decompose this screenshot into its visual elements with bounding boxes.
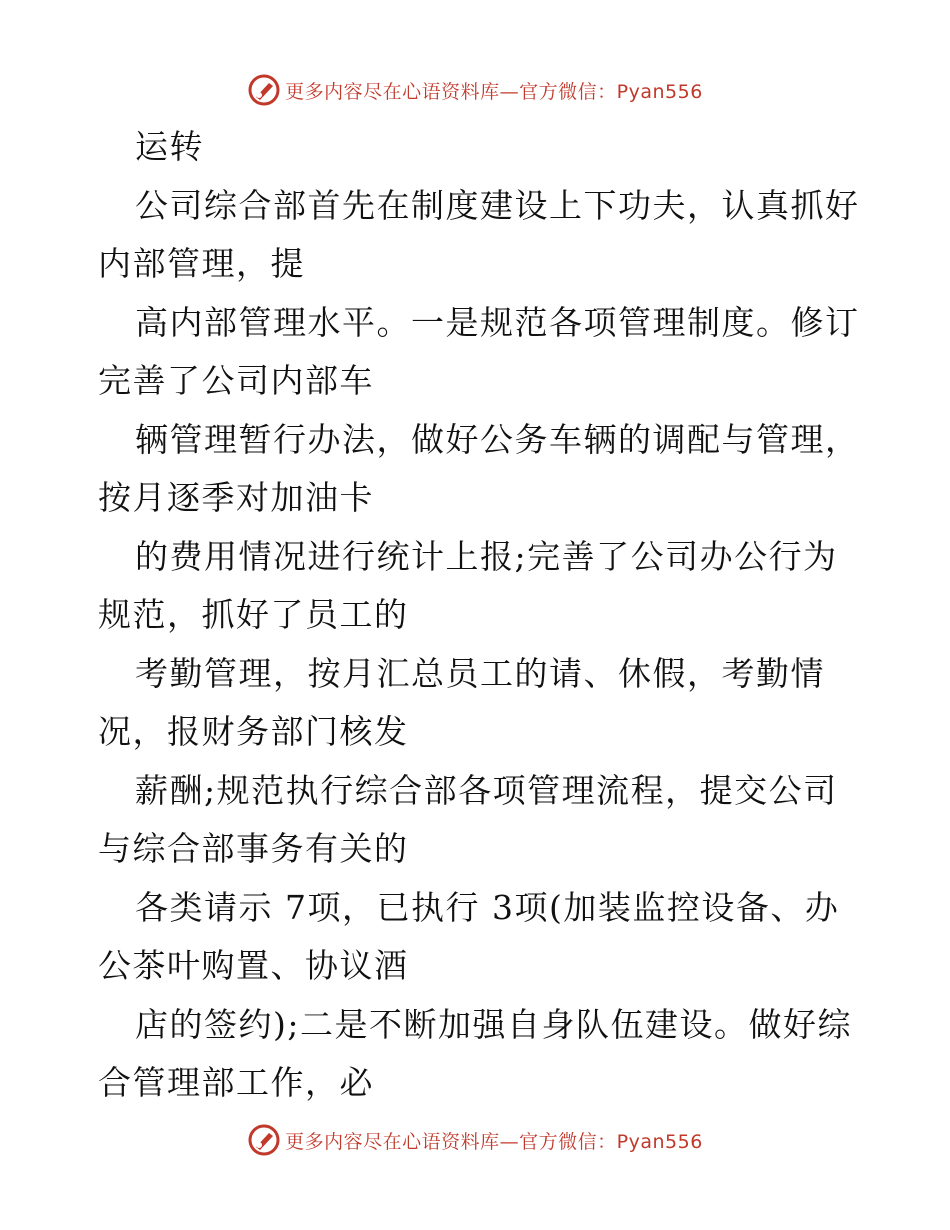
body-line: 高内部管理水平。一是规范各项管理制度。修订	[135, 302, 860, 342]
body-line: 内部管理，提	[98, 244, 305, 283]
header-banner-text	[285, 77, 703, 104]
logo-icon	[247, 1123, 281, 1157]
body-line: 完善了公司内部车	[98, 361, 374, 400]
page-footer-banner	[0, 1120, 950, 1160]
logo-icon	[247, 73, 281, 107]
body-line: 薪酬;规范执行综合部各项管理流程，提交公司	[135, 770, 838, 810]
body-line: 店的签约);二是不断加强自身队伍建设。做好综	[135, 1004, 852, 1044]
body-line: 公茶叶购置、协议酒	[98, 946, 409, 985]
body-line: 考勤管理，按月汇总员工的请、休假，考勤情	[135, 653, 825, 693]
header-wechat-id: Pyan556	[616, 80, 703, 103]
body-line: 按月逐季对加油卡	[98, 478, 374, 517]
body-line: 公司综合部首先在制度建设上下功夫，认真抓好	[135, 185, 860, 225]
footer-banner-text	[285, 1127, 703, 1154]
body-line: 各类请示 7项，已执行 3项(加装监控设备、办	[135, 887, 840, 927]
body-line: 的费用情况进行统计上报;完善了公司办公行为	[135, 536, 838, 576]
body-line: 与综合部事务有关的	[98, 829, 409, 868]
footer-wechat-id: Pyan556	[616, 1130, 703, 1153]
body-line: 运转	[135, 127, 204, 166]
body-line: 况，报财务部门核发	[98, 712, 409, 751]
document-body	[98, 118, 858, 1113]
body-line: 合管理部工作，必	[98, 1063, 374, 1102]
body-line: 规范，抓好了员工的	[98, 595, 409, 634]
header-banner-label: 更多内容尽在心语资料库—官方微信：	[285, 80, 617, 103]
page-header-banner	[0, 70, 950, 110]
footer-banner-label: 更多内容尽在心语资料库—官方微信：	[285, 1130, 617, 1153]
body-line: 辆管理暂行办法，做好公务车辆的调配与管理，	[135, 419, 860, 459]
